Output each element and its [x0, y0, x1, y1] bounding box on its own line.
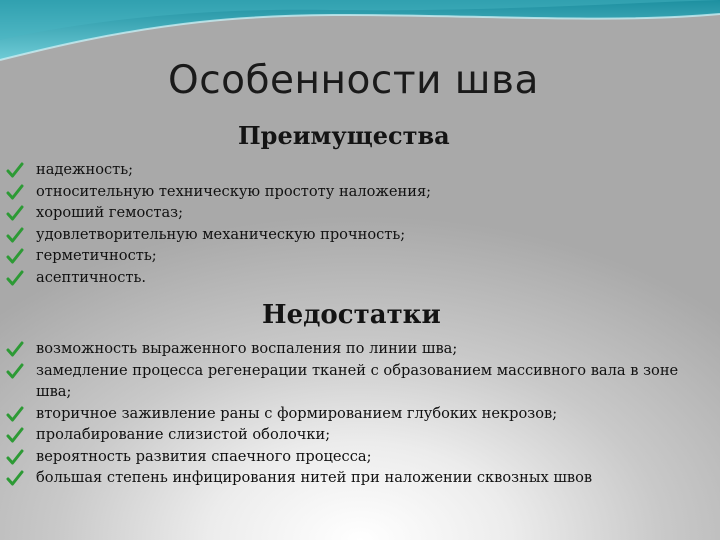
advantages-list [6, 159, 706, 288]
list-item-text: возможность выраженного воспаления по линии шва; [36, 340, 458, 357]
list-item [6, 338, 706, 360]
checkmark-icon [6, 248, 24, 264]
disadvantages-list [6, 338, 706, 489]
list-item [6, 403, 706, 425]
slide-title: Особенности шва [168, 58, 539, 103]
list-item [6, 159, 706, 181]
list-item-text: вероятность развития спаечного процесса; [36, 447, 372, 465]
list-item-text: замедление процесса регенерации тканей с образованием массивного вала в зоне шва; [36, 361, 679, 400]
checkmark-icon [6, 363, 24, 379]
list-item [6, 224, 706, 246]
advantages-heading: Преимущества [238, 121, 450, 150]
checkmark-icon [6, 449, 24, 465]
list-item-text: большая степень инфицирования нитей при наложении сквозных швов [36, 469, 593, 486]
checkmark-icon [6, 427, 24, 443]
list-item-text: надежность; [36, 161, 134, 178]
list-item-text: пролабирование слизистой оболочки; [36, 426, 331, 443]
list-item [6, 267, 706, 289]
checkmark-icon [6, 341, 24, 357]
list-item-text: асептичность. [36, 268, 147, 286]
list-item [6, 360, 706, 403]
list-item [6, 467, 706, 489]
checkmark-icon [6, 227, 24, 243]
list-item [6, 245, 706, 267]
checkmark-icon [6, 270, 24, 286]
list-item [6, 446, 706, 468]
list-item-text: герметичность; [36, 247, 157, 264]
disadvantages-heading: Недостатки [262, 300, 441, 330]
list-item-text: хороший гемостаз; [36, 204, 184, 221]
list-item [6, 424, 706, 446]
list-item [6, 202, 706, 224]
checkmark-icon [6, 184, 24, 200]
checkmark-icon [6, 162, 24, 178]
list-item [6, 181, 706, 203]
checkmark-icon [6, 470, 24, 486]
list-item-text: вторичное заживление раны с формированием глубоких некрозов; [36, 404, 558, 422]
checkmark-icon [6, 406, 24, 422]
list-item-text: удовлетворительную механическую прочность; [36, 225, 406, 243]
list-item-text: относительную техническую простоту наложения; [36, 182, 432, 200]
checkmark-icon [6, 205, 24, 221]
